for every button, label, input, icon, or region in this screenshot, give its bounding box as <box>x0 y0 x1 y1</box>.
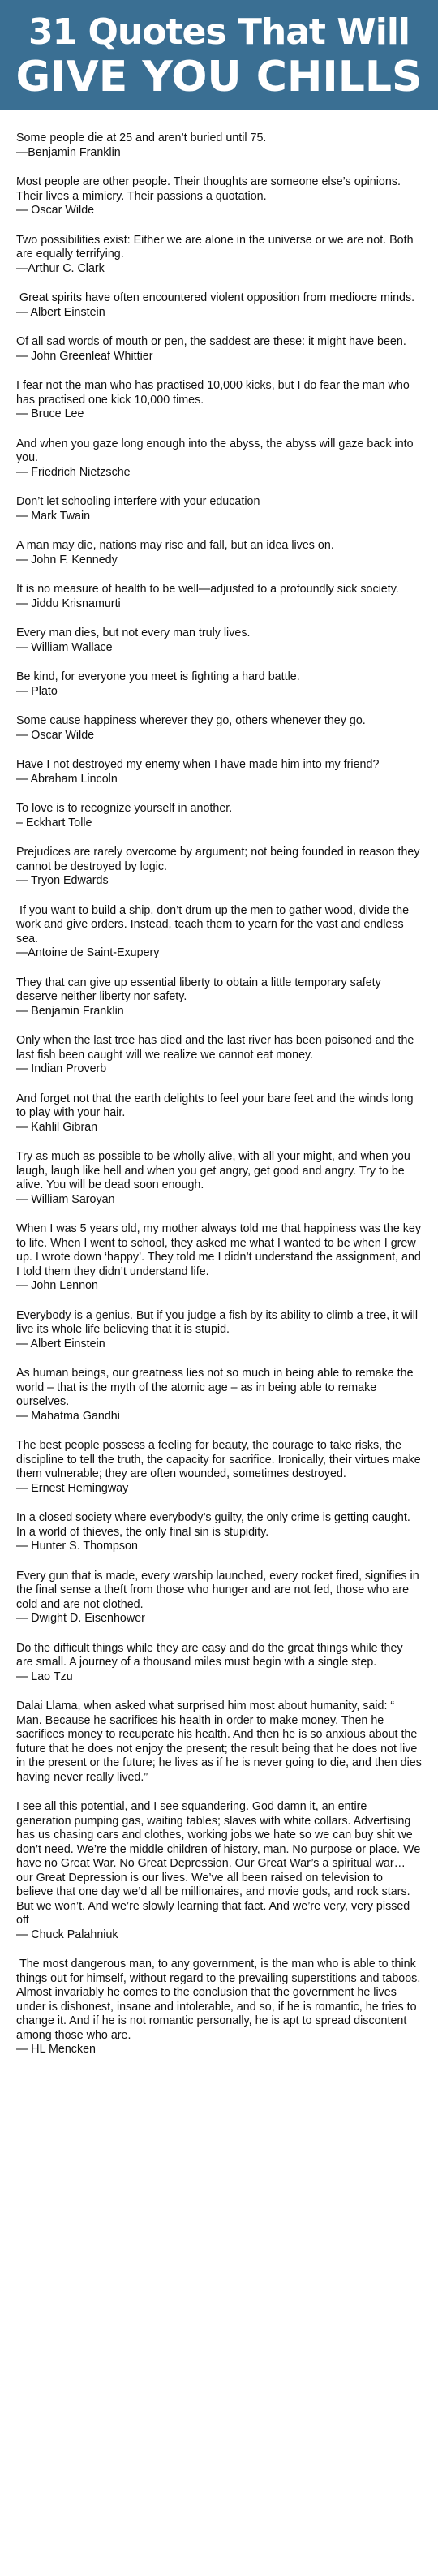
quote-text: Great spirits have often encountered violent opposition from mediocre minds. <box>16 291 415 304</box>
quote-author: — Hunter S. Thompson <box>16 1540 138 1553</box>
quote-item <box>16 234 422 277</box>
quote-author: – Eckhart Tolle <box>16 816 92 829</box>
quote-item <box>16 904 422 961</box>
quote-author: — John F. Kennedy <box>16 553 118 566</box>
quote-author: — Friedrich Nietzsche <box>16 465 131 479</box>
quote-text: And forget not that the earth delights to feel your bare feet and the winds long to play with your hair. <box>16 1092 417 1119</box>
quote-text: The most dangerous man, to any government, is the man who is able to think things out for himself, without regard to the prevailing superstitions and taboos. Almost invariably he comes to the conclusion that the government he lives under is dishonest, insane and intolerable, and so, if he is romantic, he tries to change it. And if he is not romantic personally, he is apt to spread discontent among those who are. <box>16 1958 423 2042</box>
quote-item <box>16 714 422 743</box>
quote-item <box>16 175 422 218</box>
quote-author: — Mark Twain <box>16 509 91 523</box>
quote-author: — Jiddu Krisnamurti <box>16 597 121 610</box>
quote-author: — Mahatma Gandhi <box>16 1409 120 1423</box>
quote-text: I see all this potential, and I see squandering. God damn it, an entire generation pumping gas, waiting tables; slaves with white collars. Advertising has us chasing cars and clothes, working jobs we hate so we can buy shit we don’t need. We’re the middle children of history, man. No purpose or place. We have no Great War. No Great Depression. Our Great War’s a spiritual war… our Great Depression is our lives. We’ve all been raised on television to believe that one day we’d all be millionaires, and movie gods, and rock stars. But we won’t. And we’re slowly learning that fact. And we’re very, very pissed off <box>16 1800 424 1927</box>
quote-text: As human beings, our greatness lies not so much in being able to remake the world – that is the myth of the atomic age – as in being able to remake ourselves. <box>16 1367 417 1408</box>
quote-author: — Kahlil Gibran <box>16 1120 98 1134</box>
quote-author: — William Saroyan <box>16 1192 115 1206</box>
quote-item <box>16 495 422 523</box>
quote-item <box>16 437 422 480</box>
quote-item <box>16 670 422 699</box>
quote-text: When I was 5 years old, my mother always told me that happiness was the key to life. When I went to school, they asked me what I wanted to be when I grew up. I wrote down ‘happy’. They told me I didn’t understand the assignment, and I told them they didn’t understand life. <box>16 1222 425 1278</box>
quote-text: Try as much as possible to be wholly alive, with all your might, and when you laugh, laugh like hell and when you get angry, get good and angry. Try to be alive. You will be dead soon enough. <box>16 1150 414 1191</box>
quote-text: Of all sad words of mouth or pen, the saddest are these: it might have been. <box>16 335 406 348</box>
quote-item <box>16 1150 422 1207</box>
quote-text: Only when the last tree has died and the last river has been poisoned and the last fish been caught will we realize we cannot eat money. <box>16 1034 418 1062</box>
title-line-2: GIVE YOU CHILLS <box>15 53 423 101</box>
quote-item <box>16 1439 422 1496</box>
quote-author: — Benjamin Franklin <box>16 1004 124 1018</box>
quote-text: Two possibilities exist: Either we are alone in the universe or we are not. Both are equally terrifying. <box>16 233 417 261</box>
quote-text: Be kind, for everyone you meet is fighting a hard battle. <box>16 670 300 683</box>
quote-author: — Albert Einstein <box>16 1337 105 1350</box>
quote-item <box>16 583 422 611</box>
quote-text: Most people are other people. Their thoughts are someone else’s opinions. Their lives a mimicry. Their passions a quotation. <box>16 175 404 203</box>
quote-item <box>16 846 422 889</box>
quote-author: — Lao Tzu <box>16 1669 73 1683</box>
quote-author: — Dwight D. Eisenhower <box>16 1612 145 1625</box>
quote-author: —Arthur C. Clark <box>16 261 105 275</box>
quote-text: They that can give up essential liberty to obtain a little temporary safety deserve neither liberty nor safety. <box>16 976 384 1003</box>
quote-author: — Tryon Edwards <box>16 874 109 887</box>
quote-text: Some people die at 25 and aren’t buried until 75. <box>16 131 267 144</box>
quote-author: — Abraham Lincoln <box>16 772 118 786</box>
quote-item <box>16 539 422 567</box>
quote-item <box>16 1642 422 1685</box>
title-line-1: 31 Quotes That Will <box>28 11 410 53</box>
quote-author: — Indian Proverb <box>16 1062 107 1075</box>
quote-text: Don’t let schooling interfere with your education <box>16 495 260 508</box>
quote-author: — HL Mencken <box>16 2043 96 2056</box>
quote-text: The best people possess a feeling for beauty, the courage to take risks, the discipline to tell the truth, the capacity for sacrifice. Ironically, their virtues make them vulnerable; they are often wounded, sometimes destroyed. <box>16 1439 424 1480</box>
quote-author: — William Wallace <box>16 640 113 654</box>
quote-text: I fear not the man who has practised 10,000 kicks, but I do fear the man who has practised one kick 10,000 times. <box>16 379 413 407</box>
quote-author: — Ernest Hemingway <box>16 1481 129 1495</box>
quote-item <box>16 1958 422 2057</box>
quote-text: A man may die, nations may rise and fall, but an idea lives on. <box>16 539 334 552</box>
quote-item <box>16 976 422 1019</box>
quote-list <box>0 110 438 2057</box>
quote-text: It is no measure of health to be well—adjusted to a profoundly sick society. <box>16 583 399 596</box>
quote-item <box>16 379 422 422</box>
quote-item <box>16 1570 422 1626</box>
quote-item <box>16 1309 422 1352</box>
quote-item <box>16 802 422 830</box>
quote-author: — Plato <box>16 684 58 698</box>
quote-text: Every man dies, but not every man truly lives. <box>16 627 251 640</box>
quote-text: In a closed society where everybody’s guilty, the only crime is getting caught. In a world of thieves, the only final sin is stupidity. <box>16 1511 414 1539</box>
quote-text: Have I not destroyed my enemy when I have made him into my friend? <box>16 758 380 771</box>
quote-item <box>16 627 422 655</box>
quote-author: — John Lennon <box>16 1279 98 1292</box>
quote-text: Dalai Llama, when asked what surprised him most about humanity, said: “ Man. Because he sacrifices his health in order to make money. Then he sacrifices money to recuperate his health. And then he is so anxious about the future that he does not enjoy the present; the result being that he does not live in the present or the future; he lives as if he is never going to die, and then dies having never really lived.” <box>16 1699 425 1784</box>
quote-text: To love is to recognize yourself in another. <box>16 802 233 815</box>
quote-text: Every gun that is made, every warship launched, every rocket fired, signifies in the final sense a theft from those who hunger and are not fed, those who are cold and are not clothed. <box>16 1569 423 1611</box>
quote-item <box>16 1699 425 1785</box>
quote-text: Everybody is a genius. But if you judge a fish by its ability to climb a tree, it will live its whole life believing that it is stupid. <box>16 1308 422 1336</box>
quote-item <box>16 1800 422 1942</box>
quote-author: — John Greenleaf Whittier <box>16 349 153 363</box>
quote-item <box>16 1367 422 1424</box>
quote-text: And when you gaze long enough into the abyss, the abyss will gaze back into you. <box>16 437 417 464</box>
title-banner <box>0 0 438 110</box>
quote-item <box>16 1511 422 1554</box>
quote-item <box>16 1092 422 1135</box>
quote-item <box>16 131 422 160</box>
quote-text: Do the difficult things while they are easy and do the great things while they are small. A journey of a thousand miles must begin with a single step. <box>16 1641 406 1669</box>
quote-item <box>16 291 422 320</box>
quote-item <box>16 1034 422 1077</box>
quote-author: — Oscar Wilde <box>16 728 95 742</box>
quote-author: —Antoine de Saint-Exupery <box>16 946 160 959</box>
quote-author: — Bruce Lee <box>16 407 84 420</box>
quote-text: If you want to build a ship, don’t drum up the men to gather wood, divide the work and give orders. Instead, teach them to yearn for the vast and endless sea. <box>16 903 413 946</box>
quote-author: — Oscar Wilde <box>16 204 95 217</box>
quote-item <box>16 335 422 364</box>
quote-author: —Benjamin Franklin <box>16 145 121 159</box>
quote-author: — Albert Einstein <box>16 305 105 319</box>
quote-text: Prejudices are rarely overcome by argument; not being founded in reason they cannot be destroyed by logic. <box>16 846 423 873</box>
quote-item <box>16 1222 425 1294</box>
quote-item <box>16 758 422 786</box>
quote-text: Some cause happiness wherever they go, others whenever they go. <box>16 714 366 727</box>
quote-author: — Chuck Palahniuk <box>16 1928 118 1941</box>
